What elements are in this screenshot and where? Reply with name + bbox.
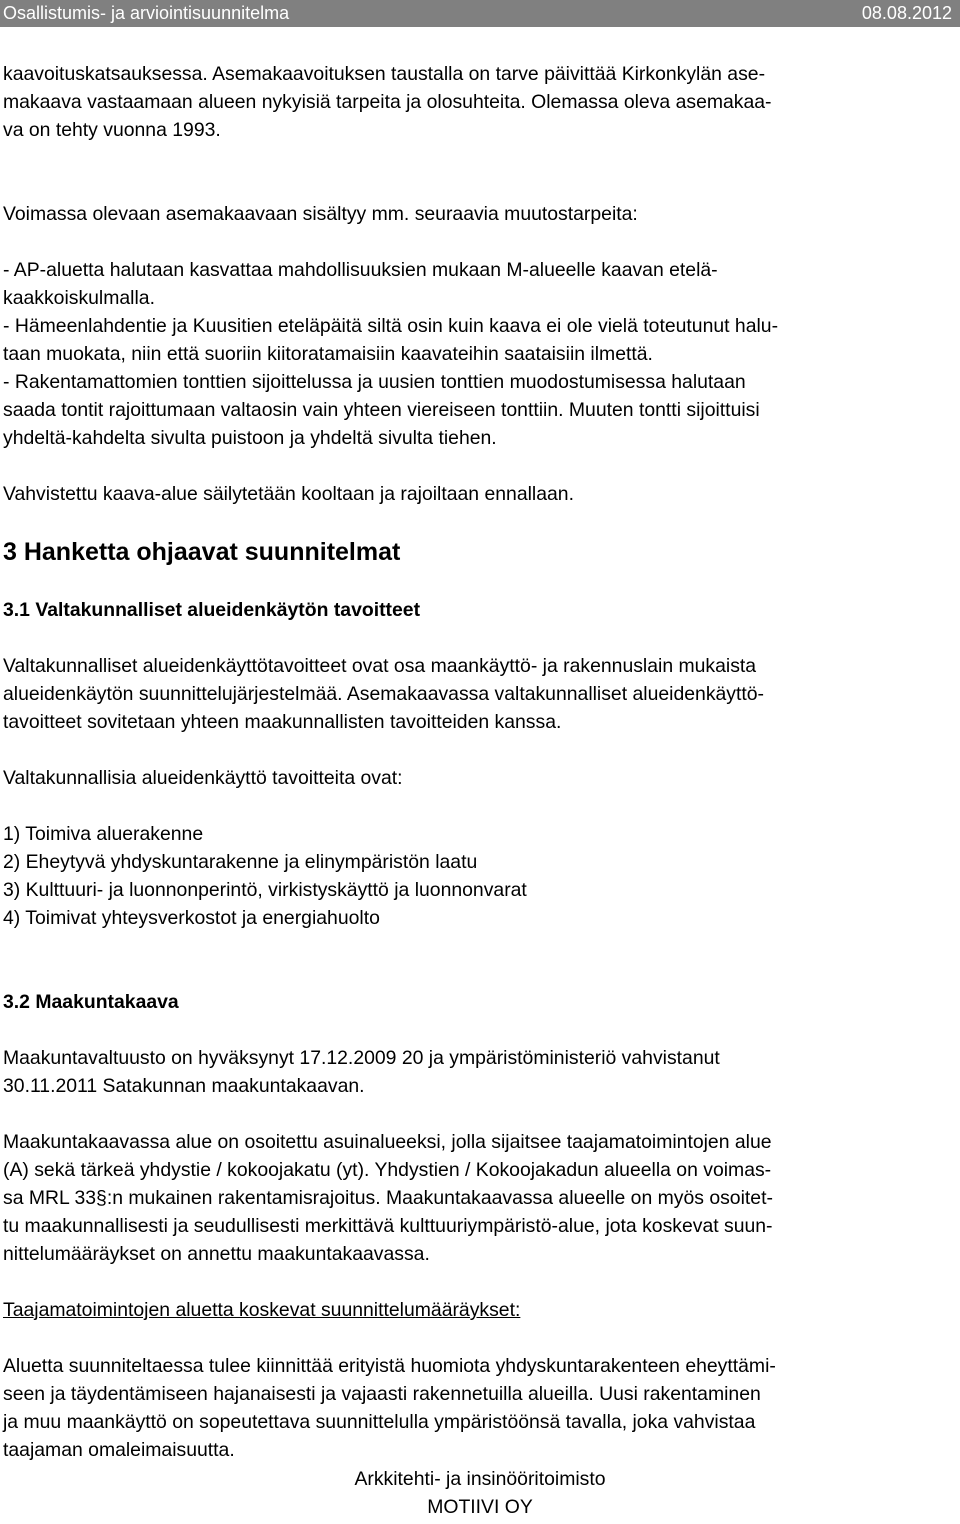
paragraph-background: kaavoituskatsauksessa. Asemakaavoituksen taustalla on tarve päivittää Kirkonkylän ase- makaava vastaamaan alueen nykyisiä tarpeita ja olosuhteita. Olemassa oleva asemakaa- va on tehty vuonna 1993. (3, 63, 772, 141)
page-header (0, 0, 960, 27)
footer-company-type: Arkkitehti- ja insinööritoimisto (354, 1468, 606, 1490)
subsection-heading-3-2: 3.2 Maakuntakaava (3, 991, 179, 1013)
paragraph-national-goals: Valtakunnalliset alueidenkäyttötavoitteet ovat osa maankäyttö- ja rakennuslain mukaista alueidenkäytön suunnittelujärjestelmää. Asemakaavassa valtakunnalliset alueidenkäyttö- tavoitteet sovitetaan yhteen maakunnallisten tavoitteiden kanssa. (3, 655, 765, 733)
document-title: Osallistumis- ja arviointisuunnitelma (3, 3, 290, 23)
page-content (3, 60, 955, 1464)
footer-company-name: MOTIIVI OY (427, 1496, 533, 1518)
paragraph-change-plots: - Rakentamattomien tonttien sijoittelussa ja uusien tonttien muodostumisessa halutaan saada tontit rajoittumaan valtaosin vain yhteen viereiseen tonttiin. Muuten tontti sijoittuisi yhdeltä-kahdelta sivulta puistoon ja yhdeltä sivulta tiehen. (3, 371, 760, 449)
document-date: 08.08.2012 (861, 3, 952, 23)
list-item: 3) Kulttuuri- ja luonnonperintö, virkistyskäyttö ja luonnonvarat (3, 879, 527, 901)
paragraph-change-streets: - Hämeenlahdentie ja Kuusitien eteläpäitä siltä osin kuin kaava ei ole vielä toteutunut halu- taan muokata, niin että suoriin kiitoratamaisiin kaavateihin saataisiin ilmettä. (3, 315, 779, 365)
list-item: 2) Eheytyvä yhdyskuntarakenne ja elinympäristön laatu (3, 851, 478, 873)
paragraph-change-ap-area: - AP-aluetta halutaan kasvattaa mahdollisuuksien mukaan M-alueelle kaavan etelä- kaakkoiskulmalla. (3, 259, 718, 309)
paragraph-regional-plan-approval: Maakuntavaltuusto on hyväksynyt 17.12.2009 20 ja ympäristöministeriö vahvistanut 30.11.2011 Satakunnan maakuntakaavan. (3, 1047, 720, 1097)
paragraph-regional-plan-content: Maakuntakaavassa alue on osoitettu asuinalueeksi, jolla sijaitsee taajamatoimintojen alue (A) sekä tärkeä yhdystie / kokoojakatu (yt). Yhdystien / Kokoojakadun alueella on voimas- sa MRL 33§:n mukainen rakentamisrajoitus. Maakuntakaavassa alueelle on myös osoitet- tu maakunnallisesti ja seudullisesti merkittävä kulttuuriympäristö-alue, jota koskevat suun- nittelumääräykset on annettu maakuntakaavassa. (3, 1131, 773, 1265)
list-item: 1) Toimiva aluerakenne (3, 823, 204, 845)
paragraph-regulations: Aluetta suunniteltaessa tulee kiinnittää erityistä huomiota yhdyskuntarakenteen eheyttämi- seen ja täydentämiseen hajanaisesti ja vajaasti rakennetuilla alueilla. Uusi rakentaminen ja muu maankäyttö on sopeutettava suunnittelulla ympäristöönsä tavalla, joka vahvistaa taajaman omaleimaisuutta. (3, 1355, 776, 1461)
paragraph-change-needs-intro: Voimassa olevaan asemakaavaan sisältyy mm. seuraavia muutostarpeita: (3, 203, 638, 225)
subsection-heading-3-1: 3.1 Valtakunnalliset alueidenkäytön tavoitteet (3, 599, 421, 621)
paragraph-goals-intro: Valtakunnallisia alueidenkäyttö tavoitteita ovat: (3, 767, 403, 789)
list-item: 4) Toimivat yhteysverkostot ja energiahuolto (3, 907, 380, 929)
section-heading-3: 3 Hanketta ohjaavat suunnitelmat (3, 538, 401, 566)
goals-list (3, 820, 955, 932)
page-footer (0, 1465, 960, 1521)
paragraph-regulations-heading: Taajamatoimintojen aluetta koskevat suunnittelumääräykset: (3, 1299, 521, 1321)
paragraph-plan-area-kept: Vahvistettu kaava-alue säilytetään kooltaan ja rajoiltaan ennallaan. (3, 483, 574, 505)
